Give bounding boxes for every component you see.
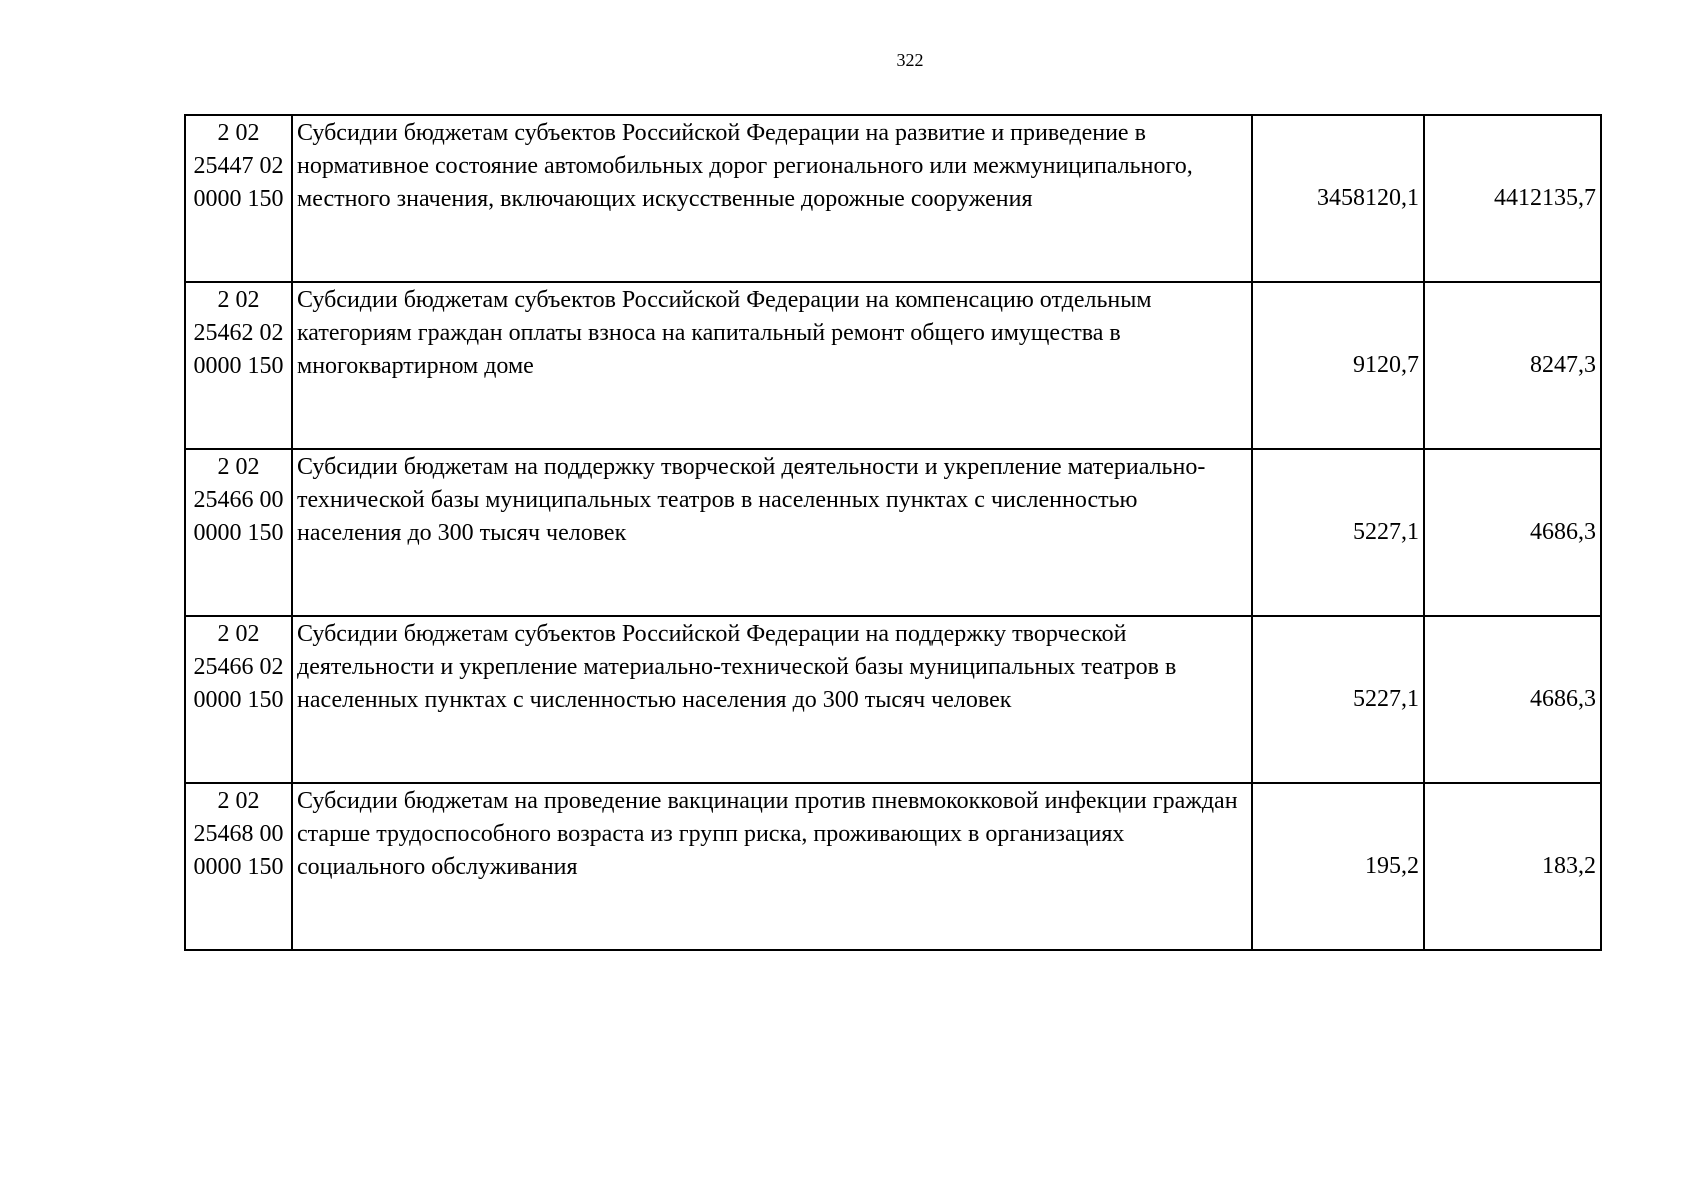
table-row [185,783,1601,950]
amount-cell-2 [1424,282,1601,449]
classification-code-cell [185,783,292,950]
income-name-cell: Субсидии бюджетам на проведение вакцинации против пневмококковой инфекции граждан старше трудоспособного возраста из групп риска, проживающих в организациях социального обслуживания [292,783,1252,950]
code-part: 0000 150 [193,520,284,546]
code-part: 0000 150 [193,687,284,713]
amount-cell-1 [1252,282,1424,449]
table-row [185,115,1601,282]
code-part: 2 02 [217,454,260,480]
amount-value: 5227,1 [1353,519,1419,545]
amount-cell-1 [1252,783,1424,950]
amount-cell-2 [1424,783,1601,950]
classification-code-cell [185,449,292,616]
amount-value: 183,2 [1542,853,1596,879]
code-part: 0000 150 [193,854,284,880]
income-name-cell: Субсидии бюджетам субъектов Российской Федерации на компенсацию отдельным категориям граждан оплаты взноса на капитальный ремонт общего имущества в многоквартирном доме [292,282,1252,449]
classification-code-cell [185,616,292,783]
code-part: 0000 150 [193,353,284,379]
amount-value: 4686,3 [1530,519,1596,545]
code-part: 25468 00 [193,821,284,847]
code-part: 2 02 [217,621,260,647]
classification-code-cell [185,115,292,282]
code-part: 25466 02 [193,654,284,680]
code-part: 2 02 [217,287,260,313]
income-name-cell: Субсидии бюджетам субъектов Российской Федерации на развитие и приведение в нормативное состояние автомобильных дорог регионального или межмуниципального, местного значения, включающих искусственные дорожные сооружения [292,115,1252,282]
code-part: 25462 02 [193,320,284,346]
amount-cell-2 [1424,449,1601,616]
amount-value: 8247,3 [1530,352,1596,378]
code-part: 0000 150 [193,186,284,212]
classification-code-cell [185,282,292,449]
table-row [185,616,1601,783]
page-number: 322 [896,50,924,70]
code-part: 25447 02 [193,153,284,179]
amount-value: 3458120,1 [1317,185,1419,211]
budget-table [184,114,1602,951]
amount-cell-1 [1252,616,1424,783]
amount-cell-1 [1252,115,1424,282]
amount-value: 9120,7 [1353,352,1419,378]
code-part: 2 02 [217,120,260,146]
table-row [185,449,1601,616]
income-name-cell: Субсидии бюджетам на поддержку творческой деятельности и укрепление материально-технической базы муниципальных театров в населенных пунктах с численностью населения до 300 тысяч человек [292,449,1252,616]
code-part: 2 02 [217,788,260,814]
amount-value: 195,2 [1365,853,1419,879]
amount-value: 4412135,7 [1494,185,1596,211]
amount-cell-2 [1424,115,1601,282]
table-row [185,282,1601,449]
amount-cell-2 [1424,616,1601,783]
amount-value: 4686,3 [1530,686,1596,712]
amount-value: 5227,1 [1353,686,1419,712]
amount-cell-1 [1252,449,1424,616]
code-part: 25466 00 [193,487,284,513]
income-name-cell: Субсидии бюджетам субъектов Российской Федерации на поддержку творческой деятельности и укрепление материально-технической базы муниципальных театров в населенных пунктах с численностью населения до 300 тысяч человек [292,616,1252,783]
